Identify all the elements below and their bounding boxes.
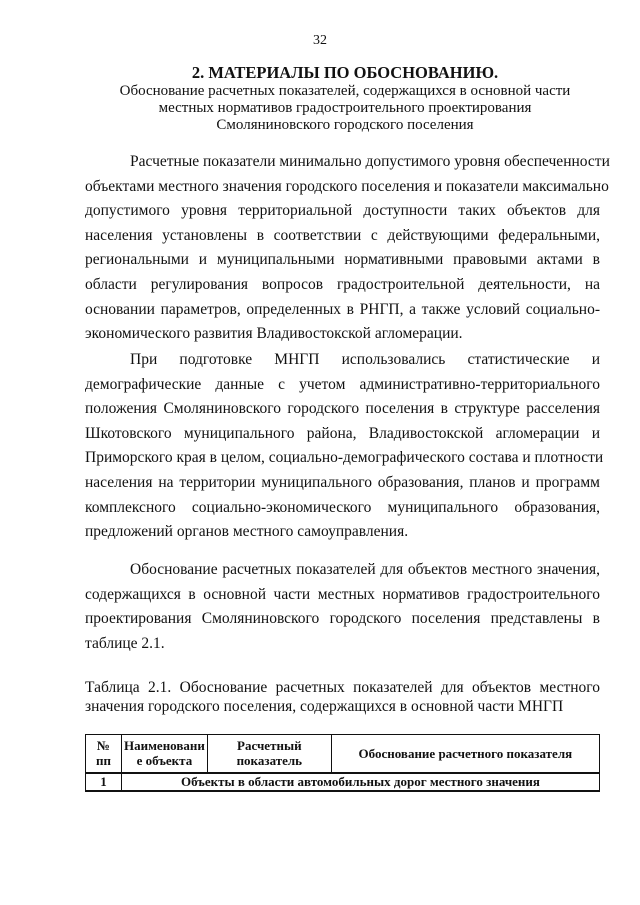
row-number: 1 bbox=[86, 773, 122, 791]
table-row bbox=[86, 773, 600, 791]
section-title: 2. МАТЕРИАЛЫ ПО ОБОСНОВАНИЮ. bbox=[191, 63, 499, 82]
paragraph-line: таблице 2.1. bbox=[85, 634, 165, 652]
paragraph-line: При подготовке МНГП использовались статистические и bbox=[130, 351, 600, 368]
header-line: Обоснование расчетного показателя bbox=[358, 745, 573, 761]
paragraph-line: содержащихся в основной части местных нормативов градостроительного bbox=[85, 585, 600, 603]
section-subtitle-line: Обоснование расчетных показателей, содержащихся в основной части bbox=[119, 83, 571, 99]
paragraph-line: допустимого уровня территориальной доступности таких объектов для bbox=[85, 202, 600, 220]
paragraph-line: региональными и муниципальными нормативными правовыми актами в bbox=[85, 251, 600, 269]
indicators-table bbox=[85, 734, 600, 792]
header-line: № bbox=[96, 738, 110, 754]
paragraph-line: населения на территории муниципального образования, планов и программ bbox=[85, 473, 600, 491]
header-line: Наименовани bbox=[123, 738, 205, 754]
section-header bbox=[80, 63, 610, 134]
caption-line: значения городского поселения, содержащихся в основной части МНГП bbox=[85, 698, 564, 715]
table-caption bbox=[85, 678, 600, 716]
header-line: Расчетный bbox=[237, 738, 302, 754]
caption-line: Таблица 2.1. Обоснование расчетных показателей для объектов местного bbox=[85, 679, 600, 696]
header-object-name bbox=[121, 735, 207, 773]
paragraph-line: объектами местного значения городского поселения и показатели максимально bbox=[85, 177, 609, 195]
header-line: пп bbox=[95, 753, 111, 769]
header-line: е объекта bbox=[136, 753, 193, 769]
paragraph-line: проектирования Смоляниновского городского поселения представлены в bbox=[85, 610, 600, 628]
paragraph-line: положения Смоляниновского городского поселения в структуре расселения bbox=[85, 400, 600, 418]
paragraph-table-reference bbox=[85, 558, 600, 656]
paragraph-line: комплексного социально-экономического муниципального образования, bbox=[85, 498, 600, 516]
row-section-label: Объекты в области автомобильных дорог местного значения bbox=[121, 773, 599, 791]
header-justification bbox=[331, 735, 599, 773]
paragraph-line: экономического развития Владивостокской агломерации. bbox=[85, 325, 463, 343]
header-number bbox=[86, 735, 122, 773]
paragraph-line: предложений органов местного самоуправления. bbox=[85, 523, 409, 541]
page-number: 32 bbox=[313, 33, 327, 48]
table-header-row bbox=[86, 735, 600, 773]
paragraph-line: Приморского края в целом, социально-демографического состава и плотности bbox=[85, 449, 604, 467]
section-subtitle-line: местных нормативов градостроительного проектирования bbox=[158, 100, 532, 116]
paragraph-line: основании параметров, определенных в РНГП, а также условий социально- bbox=[85, 300, 600, 318]
section-subtitle-line: Смоляниновского городского поселения bbox=[216, 117, 474, 133]
paragraph-line: области регулирования вопросов градостроительной деятельности, на bbox=[85, 275, 600, 293]
paragraph-line: Расчетные показатели минимально допустимого уровня обеспеченности bbox=[130, 153, 610, 170]
paragraph-line: Шкотовского муниципального района, Владивостокской агломерации и bbox=[85, 424, 600, 442]
paragraph-line: демографические данные с учетом административно-территориального bbox=[85, 375, 600, 393]
header-indicator bbox=[207, 735, 331, 773]
paragraph-line: Обоснование расчетных показателей для объектов местного значения, bbox=[130, 561, 600, 578]
header-line: показатель bbox=[236, 753, 303, 769]
paragraph-indicators bbox=[85, 150, 610, 347]
paragraph-data-sources bbox=[85, 348, 604, 545]
paragraph-line: населения установлены в соответствии с действующими федеральными, bbox=[85, 226, 600, 244]
